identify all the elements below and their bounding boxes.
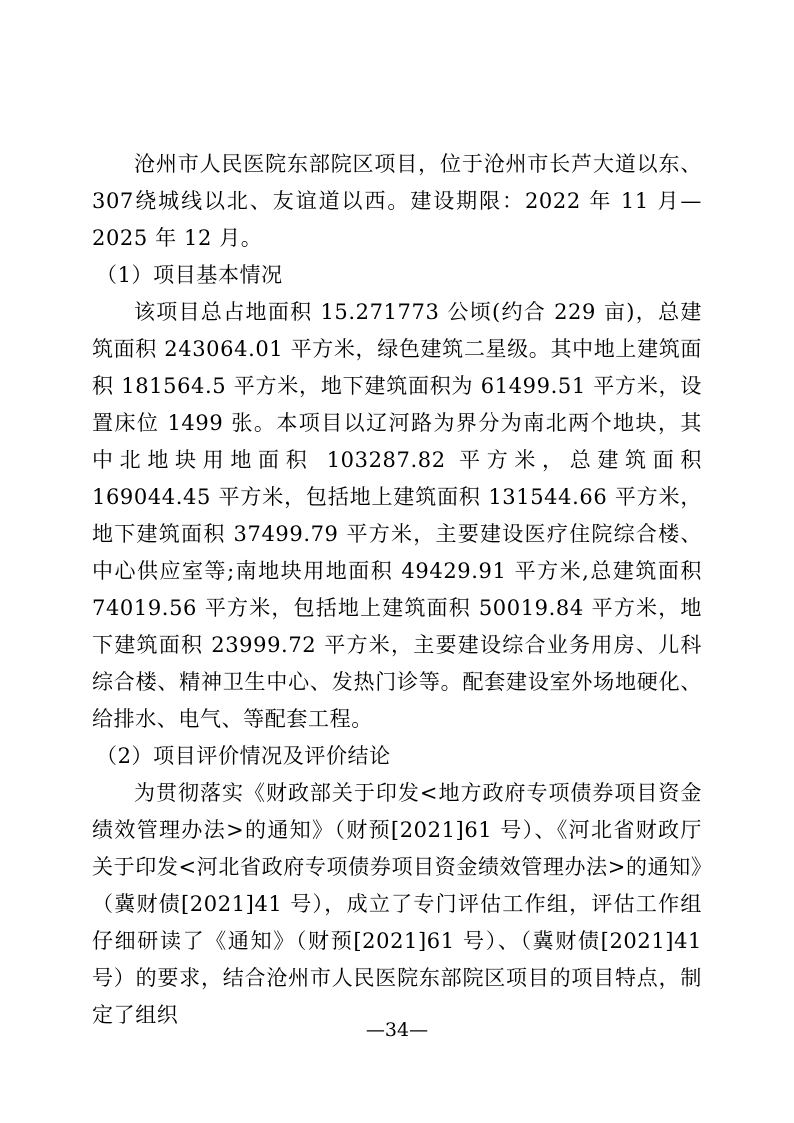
evaluation-paragraph: 为贯彻落实《财政部关于印发<地方政府专项债券项目资金绩效管理办法>的通知》（财预[2021]61 号）、《河北省财政厅关于印发<河北省政府专项债券项目资金绩效管理办法>的通知》（冀财债[2021]41 号），成立了专门评估工作组，评估工作组仔细研读了《通知》（财预[2021]61 号）、（冀财债[2021]41 号）的要求，结合沧州市人民医院东部院区项目的项目特点，制定了组织 (92, 781, 702, 1027)
basic-info-paragraph: 该项目总占地面积 15.271773 公顷(约合 229 亩)，总建筑面积 243064.01 平方米，绿色建筑二星级。其中地上建筑面积 181564.5 平方米，地下建筑面积为 61499.51 平方米，设置床位 1499 张。本项目以辽河路为界分为南北两个地块，其中北地块用地面积 103287.82 平方米，总建筑面积 169044.45 平方米，包括地上建筑面积 131544.66 平方米，地下建筑面积 37499.79 平方米，主要建设医疗住院综合楼、中心供应室等;南地块用地面积 49429.91 平方米,总建筑面积 74019.56 平方米，包括地上建筑面积 50019.84 平方米，地下建筑面积 23999.72 平方米，主要建设综合业务用房、儿科综合楼、精神卫生中心、发热门诊等。配套建设室外场地硬化、给排水、电气、等配套工程。 (92, 300, 702, 731)
document-body (92, 146, 702, 1034)
page-number: —34— (365, 1019, 429, 1041)
intro-paragraph: 沧州市人民医院东部院区项目，位于沧州市长芦大道以东、307绕城线以北、友谊道以西。建设期限：2022 年 11 月—2025 年 12 月。 (92, 152, 702, 250)
section-heading-basic-info: （1）项目基本情况 (96, 263, 283, 287)
section-heading-evaluation: （2）项目评价情况及评价结论 (96, 744, 391, 768)
